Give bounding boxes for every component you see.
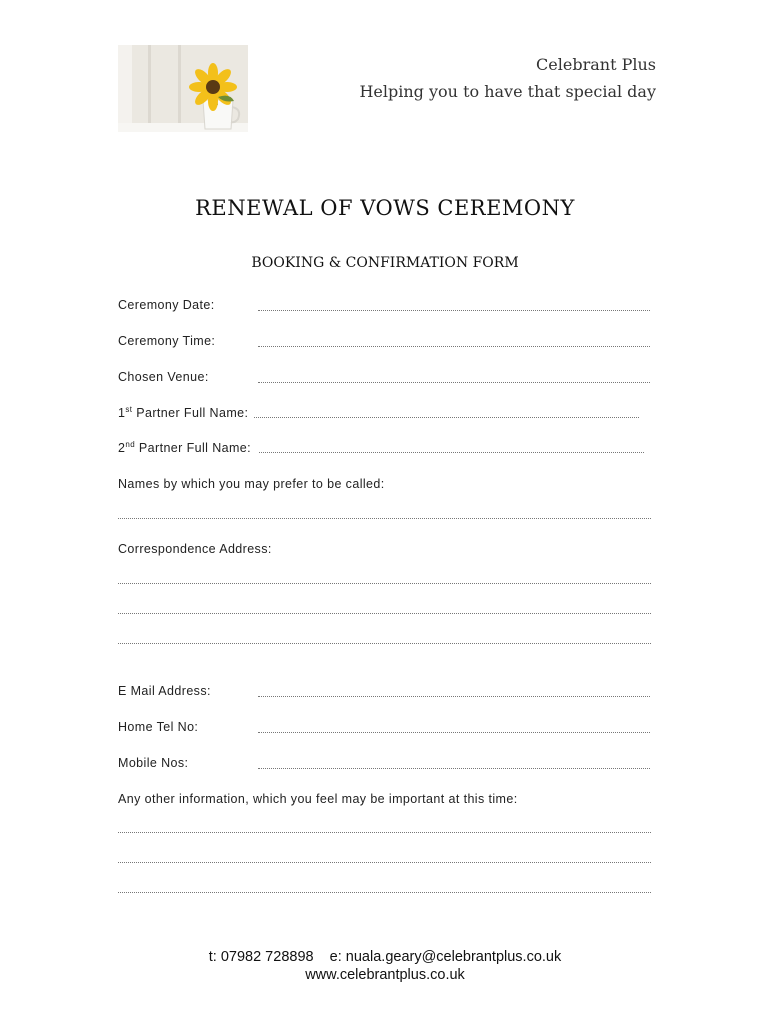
address-line-1[interactable] xyxy=(118,583,651,584)
correspondence-address-label: Correspondence Address: xyxy=(118,542,272,556)
partner2-num: 2 xyxy=(118,441,126,456)
email-line[interactable] xyxy=(258,696,650,697)
website-link[interactable]: www.celebrantplus.co.uk xyxy=(305,967,465,983)
other-info-label: Any other information, which you feel may be important at this time: xyxy=(118,792,518,806)
footer-contact xyxy=(0,948,770,984)
partner2-name-line[interactable] xyxy=(259,452,644,453)
mobile-line[interactable] xyxy=(258,768,650,769)
brand-name: Celebrant Plus xyxy=(536,55,656,74)
other-info-line-2[interactable] xyxy=(118,862,651,863)
chosen-venue-line[interactable] xyxy=(258,382,650,383)
brand-block xyxy=(359,55,656,101)
ceremony-date-label: Ceremony Date: xyxy=(118,298,215,312)
preferred-names-label: Names by which you may prefer to be called: xyxy=(118,477,385,491)
sunflower-photo xyxy=(118,45,248,132)
ceremony-time-line[interactable] xyxy=(258,346,650,347)
partner2-name-label xyxy=(118,440,251,455)
partner1-name-line[interactable] xyxy=(254,417,639,418)
home-tel-label: Home Tel No: xyxy=(118,720,199,734)
other-info-line-1[interactable] xyxy=(118,832,651,833)
contact-line: t: 07982 728898 e: nuala.geary@celebrantplus.co.uk xyxy=(208,949,562,965)
email-label: E Mail Address: xyxy=(118,684,211,698)
ceremony-time-label: Ceremony Time: xyxy=(118,334,216,348)
partner1-label-text: Partner Full Name: xyxy=(132,406,249,421)
ceremony-date-line[interactable] xyxy=(258,310,650,311)
partner2-label-text: Partner Full Name: xyxy=(135,441,252,456)
brand-tagline: Helping you to have that special day xyxy=(359,82,656,101)
mobile-label: Mobile Nos: xyxy=(118,756,189,770)
other-info-line-3[interactable] xyxy=(118,892,651,893)
address-line-2[interactable] xyxy=(118,613,651,614)
address-line-3[interactable] xyxy=(118,643,651,644)
partner1-num: 1 xyxy=(118,406,126,421)
chosen-venue-label: Chosen Venue: xyxy=(118,370,209,384)
form-subtitle: BOOKING & CONFIRMATION FORM xyxy=(251,255,519,271)
partner1-ordinal: st xyxy=(125,405,133,414)
home-tel-line[interactable] xyxy=(258,732,650,733)
partner1-name-label xyxy=(118,405,248,420)
preferred-names-line[interactable] xyxy=(118,518,651,519)
partner2-ordinal: nd xyxy=(125,440,136,449)
page-title: RENEWAL OF VOWS CEREMONY xyxy=(195,196,575,220)
